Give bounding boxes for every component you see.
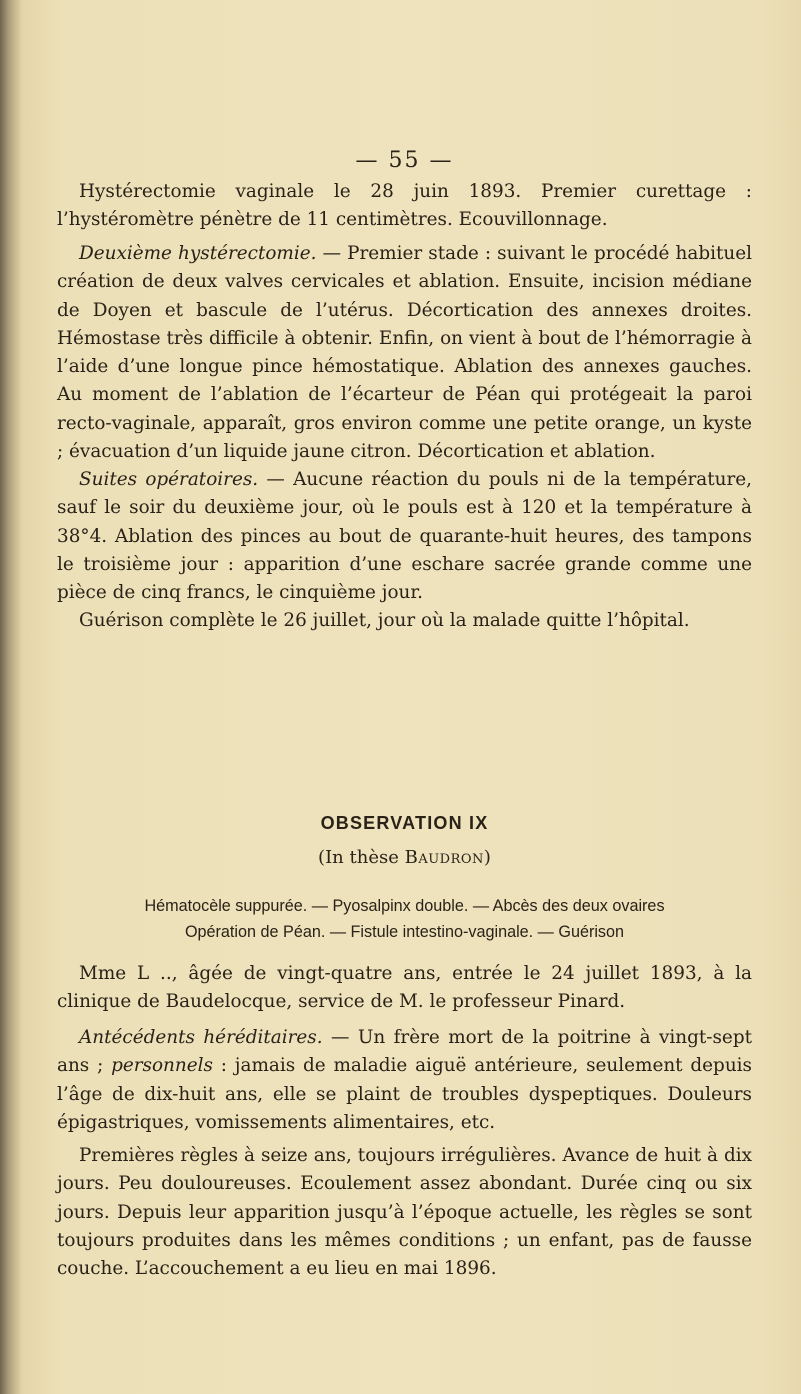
page-number: — 55 —: [355, 148, 454, 173]
paragraph-label: Antécédents héréditaires.: [79, 1027, 323, 1048]
paragraph-patient: [57, 960, 752, 1017]
paragraph-label: Suites opératoires.: [79, 469, 259, 490]
paragraph-text: Guérison complète le 26 juillet, jour où la malade quitte l’hôpital.: [79, 610, 690, 632]
paragraph-text: Mme L .., âgée de vingt-quatre ans, entrée le 24 juillet 1893, à la clinique de Baudelocque, service de M. le professeur Pinard.: [57, 963, 752, 1013]
summary-line: Hématocèle suppurée. — Pyosalpinx double. — Abcès des deux ovaires: [144, 897, 665, 915]
paragraph-second-hysterectomy: [57, 240, 752, 466]
paragraph-text: — Aucune réaction du pouls ni de la température, sauf le soir du deuxième jour, où le pouls est à 120 et la température à 38°4. Ablation des pinces au bout de quarante-huit heures, des tampons le troisième jour : apparition d’une eschare sacrée grande comme une pièce de cinq francs, le cinquième jour.: [57, 469, 752, 604]
observation-summary: [57, 893, 752, 945]
source-mid: thèse: [343, 847, 405, 868]
observation-source: [57, 847, 752, 868]
paragraph-history: [57, 1024, 752, 1137]
paragraph-text: Premières règles à seize ans, toujours irrégulières. Avance de huit à dix jours. Peu douloureuses. Ecoulement assez abondant. Durée cinq ou six jours. Depuis leur apparition jusqu’à l’époque actuelle, les règles se sont toujours produites dans les mêmes conditions ; un enfant, pas de fausse couche. L’accouchement a eu lieu en mai 1896.: [57, 1145, 752, 1280]
book-spine-shadow: [0, 0, 22, 1394]
paragraph-text: — Premier stade : suivant le procédé habituel création de deux valves cervicales et ablation. Ensuite, incision médiane de Doyen et bascule de l’utérus. Décortication des annexes droites. Hémostase très difficile à obtenir. Enfin, on vient à bout de l’hémorragie à l’aide d’une longue pince hémostatique. Ablation des annexes gauches. Au moment de l’ablation de l’écarteur de Péan qui protégeait la paroi recto-vaginale, apparaît, gros environ comme une petite orange, un kyste ; évacuation d’un liquide jaune citron. Décortication et ablation.: [57, 243, 752, 463]
paragraph-text: — Un frère mort de la poitrine à vingt-sept ans ;: [57, 1027, 752, 1077]
source-author: Baudron: [404, 847, 484, 868]
paragraph-text: Hystérectomie vaginale le 28 juin 1893. Premier curettage : l’hystéromètre pénètre de 11 centimètres. Ecouvillonnage.: [57, 181, 752, 231]
paragraph-text: : jamais de maladie aiguë antérieure, seulement depuis l’âge de dix-huit ans, elle se plaint de troubles dyspeptiques. Douleurs épigastriques, vomissements alimentaires, etc.: [57, 1055, 752, 1133]
source-suffix: ): [483, 847, 491, 868]
paragraph-label: personnels: [111, 1055, 213, 1077]
paragraph-postoperative: [57, 466, 752, 636]
summary-line: Opération de Péan. — Fistule intestino-vaginale. — Guérison: [184, 923, 625, 941]
paragraph-menstruation: [57, 1142, 752, 1283]
paragraph-label: Deuxième hystérectomie.: [79, 243, 317, 264]
source-prefix: (In: [318, 847, 344, 868]
paragraph-hysterectomy: [57, 178, 752, 235]
observation-title: OBSERVATION IX: [320, 813, 489, 833]
